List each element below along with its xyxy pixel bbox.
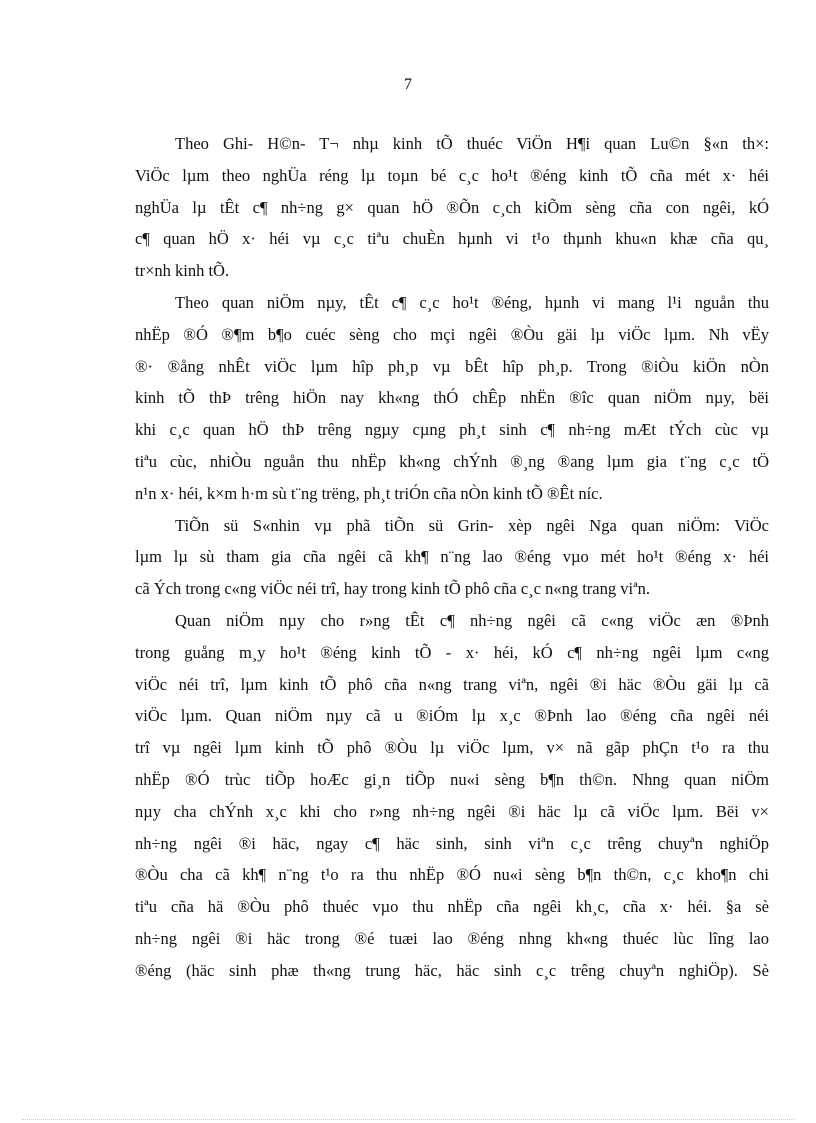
text-line: ®éng (häc sinh phæ th«ng trung häc, häc sinh c¸c trêng chuyªn nghiÖp). Sè — [135, 960, 769, 980]
text-line: n¹n x· héi, k×m h·m sù t¨ng trëng, ph¸t triÓn cña nÒn kinh tÕ ®Êt níc. — [135, 483, 603, 503]
document-body — [135, 128, 769, 987]
text-line: nh÷ng ngêi ®i häc trong ®é tuæi lao ®éng nhng kh«ng thuéc lùc lîng lao — [135, 928, 769, 948]
text-line: nh÷ng ngêi ®i häc, ngay c¶ häc sinh, sinh viªn c¸c trêng chuyªn nghiÖp — [135, 833, 769, 853]
text-line: TiÕn sü S«nhin vµ phã tiÕn sü Grin- xèp ngêi Nga quan niÖm: ViÖc — [175, 515, 769, 535]
text-line: nhËp ®Ó trùc tiÕp hoÆc gi¸n tiÕp nu«i sèng b¶n th©n. Nhng quan niÖm — [135, 769, 769, 789]
text-line: nhËp ®Ó ®¶m b¶o cuéc sèng cho mçi ngêi ®Òu gäi lµ viÖc lµm. Nh vËy — [135, 324, 769, 344]
text-line: tr×nh kinh tÕ. — [135, 261, 230, 281]
text-line: ®Òu cha cã kh¶ n¨ng t¹o ra thu nhËp ®Ó nu«i sèng b¶n th©n, c¸c kho¶n chi — [135, 865, 769, 885]
paragraph — [135, 605, 769, 987]
text-line: viÖc lµm. Quan niÖm nµy cã u ®iÓm lµ x¸c ®Þnh lao ®éng cña ngêi néi — [135, 706, 769, 726]
text-line: khi c¸c quan hÖ thÞ trêng ngµy cµng ph¸t sinh c¶ nh÷ng mÆt tÝch cùc vµ — [135, 420, 769, 440]
paragraph — [135, 128, 769, 287]
text-line: Theo Ghi- H©n- T¬ nhµ kinh tÕ thuéc ViÖn H¶i quan Lu©n §«n th×: — [175, 134, 769, 153]
text-line: Theo quan niÖm nµy, tÊt c¶ c¸c ho¹t ®éng, hµnh vi mang l¹i nguån thu — [175, 292, 769, 312]
text-line: tiªu cùc, nhiÒu nguån thu nhËp kh«ng chÝnh ®¸ng ®ang lµm gia t¨ng c¸c tÖ — [135, 451, 769, 471]
text-line: trong guång m¸y ho¹t ®éng kinh tÕ - x· héi, kÓ c¶ nh÷ng ngêi lµm c«ng — [135, 642, 769, 662]
text-line: viÖc néi trî, lµm kinh tÕ phô cña n«ng trang viªn, ngêi ®i häc ®Òu gäi lµ cã — [135, 674, 769, 694]
text-line: ®· ®ång nhÊt viÖc lµm hîp ph¸p vµ bÊt hîp ph¸p. Trong ®iÒu kiÖn nÒn — [135, 356, 769, 376]
text-line: nghÜa lµ tÊt c¶ nh÷ng g× quan hÖ ®Õn c¸ch kiÕm sèng cña con ngêi, kÓ — [135, 197, 769, 217]
text-line: lµm lµ sù tham gia cña ngêi cã kh¶ n¨ng lao ®éng vµo mét ho¹t ®éng x· héi — [135, 547, 769, 567]
text-line: Quan niÖm nµy cho r»ng tÊt c¶ nh÷ng ngêi cã c«ng viÖc æn ®Þnh — [175, 610, 769, 630]
paragraph — [135, 287, 769, 510]
text-line: c¶ quan hÖ x· héi vµ c¸c tiªu chuÈn hµnh vi t¹o thµnh khu«n khæ cña qu¸ — [135, 229, 769, 249]
text-line: trî vµ ngêi lµm kinh tÕ phô ®Òu lµ viÖc lµm, v× nã gãp phÇn t¹o ra thu — [135, 738, 769, 758]
text-line: kinh tÕ thÞ trêng hiÖn nay kh«ng thÓ chÊp nhËn ®îc quan niÖm nµy, bëi — [135, 388, 769, 408]
text-line: nµy cha chÝnh x¸c khi cho r»ng nh÷ng ngêi ®i häc lµ cã viÖc lµm. Bëi v× — [135, 801, 769, 821]
text-line: cã Ých trong c«ng viÖc néi trî, hay trong kinh tÕ phô cña c¸c n«ng trang viªn. — [135, 579, 650, 599]
page-number: 7 — [404, 76, 412, 93]
text-line: tiªu cña hä ®Òu phô thuéc vµo thu nhËp cña ngêi kh¸c, cña x· héi. §a sè — [135, 897, 769, 917]
page-bottom-rule — [22, 1119, 794, 1120]
text-line: ViÖc lµm theo nghÜa réng lµ toµn bé c¸c ho¹t ®éng kinh tÕ cña mét x· héi — [135, 165, 769, 185]
paragraph — [135, 510, 769, 605]
